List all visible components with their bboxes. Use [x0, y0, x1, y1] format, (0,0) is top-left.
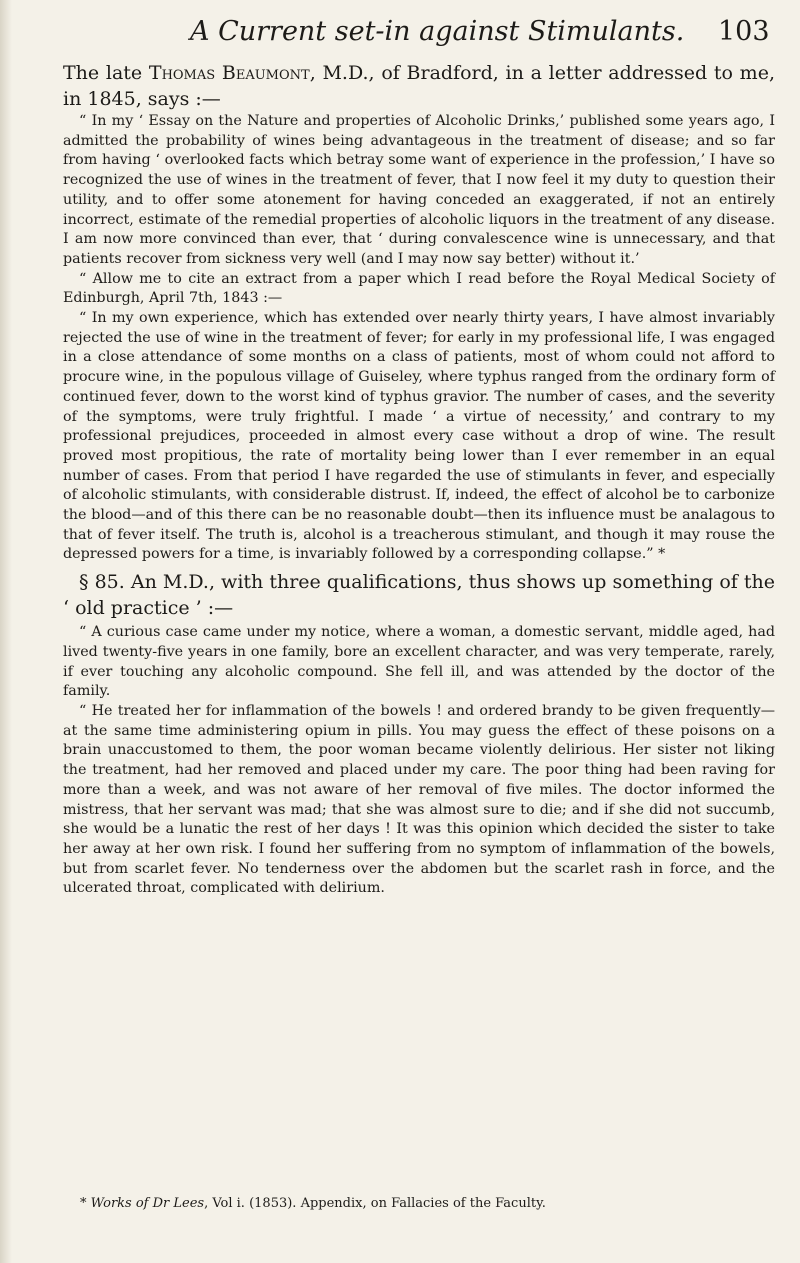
- page-header: [0, 10, 800, 50]
- running-title: A Current set-in against Stimulants.: [190, 16, 685, 47]
- quote-paragraph-4: “ A curious case came under my notice, where a woman, a domestic servant, middle aged, had lived twenty-five years in one family, bore an excellent character, and was very temperate, rarely, if ever touching any alcoholic compound. She fell ill, and was attended by the doctor of the family.: [63, 624, 775, 700]
- page-number: 103: [718, 16, 770, 47]
- footnote-title: Works of Dr Lees: [90, 1196, 205, 1211]
- quote-paragraph-1: “ In my ‘ Essay on the Nature and properties of Alcoholic Drinks,’ published some years ago, I admitted the probability of wines being advantageous in the treatment of disease; and so far from having ‘ overlooked facts which betray some want of experience in the profession,’ I have so recognized the use of wines in the treatment of fever, that I now feel it my duty to question their utility, and to offer some atonement for having conceded an exaggerated, if not an entirely incorrect, estimate of the remedial properties of alcoholic liquors in the treatment of any disease. I am now more convinced than ever, that ‘ during convalescence wine is unnecessary, and that patients recover from sickness very well (and I may now say better) without it.’: [63, 113, 775, 267]
- footnote-rest: , Vol i. (1853). Appendix, on Fallacies of the Faculty.: [204, 1196, 546, 1211]
- section-heading-85: § 85. An M.D., with three qualifications, thus shows up something of the ‘ old practice ’ :—: [63, 571, 775, 620]
- intro-paragraph: [63, 60, 775, 112]
- quote-paragraph-5: “ He treated her for inflammation of the bowels ! and ordered brandy to be given frequently—at the same time administering opium in pills. You may guess the effect of these poisons on a brain unaccustomed to them, the poor woman became violently delirious. Her sister not liking the treatment, had her removed and placed under my care. The poor thing had been raving for more than a week, and was not aware of her removal of five miles. The doctor informed the mistress, that her servant was mad; that she was almost sure to die; and if she did not succumb, she would be a lunatic the rest of her days ! It was this opinion which decided the sister to take her away at her own risk. I found her suffering from no symptom of inflammation of the bowels, but from scarlet fever. No tenderness over the abdomen but the scarlet rash in force, and the ulcerated throat, complicated with delirium.: [63, 702, 775, 897]
- page-gutter-shadow: [0, 0, 12, 1263]
- author-name: Thomas Beaumont: [148, 62, 310, 84]
- quote-paragraph-2: “ Allow me to cite an extract from a paper which I read before the Royal Medical Society of Edinburgh, April 7th, 1843 :—: [63, 270, 775, 307]
- intro-rest: , M.D., of Bradford, in a letter addressed to me, in 1845, says :—: [63, 62, 775, 110]
- footnote: [80, 1196, 546, 1211]
- footnote-marker: *: [80, 1196, 91, 1211]
- intro-lead: The late: [63, 62, 149, 84]
- page-body: [63, 60, 775, 899]
- quote-paragraph-3: “ In my own experience, which has extended over nearly thirty years, I have almost invariably rejected the use of wine in the treatment of fever; for early in my professional life, I was engaged in a close attendance of some months on a class of patients, most of whom could not afford to procure wine, in the populous village of Guiseley, where typhus ranged from the ordinary form of continued fever, down to the worst kind of typhus gravior. The number of cases, and the severity of the symptoms, were truly frightful. I made ‘ a virtue of necessity,’ and contrary to my professional prejudices, proceeded in almost every case without a drop of wine. The result proved most propitious, the rate of mortality being lower than I ever remember in an equal number of cases. From that period I have regarded the use of stimulants in fever, and especially of alcoholic stimulants, with considerable distrust. If, indeed, the effect of alcohol be to carbonize the blood—and of this there can be no reasonable doubt—then its influence must be analagous to that of fever itself. The truth is, alcohol is a treacherous stimulant, and though it may rouse the depressed powers for a time, is invariably followed by a corresponding collapse.” *: [63, 310, 775, 563]
